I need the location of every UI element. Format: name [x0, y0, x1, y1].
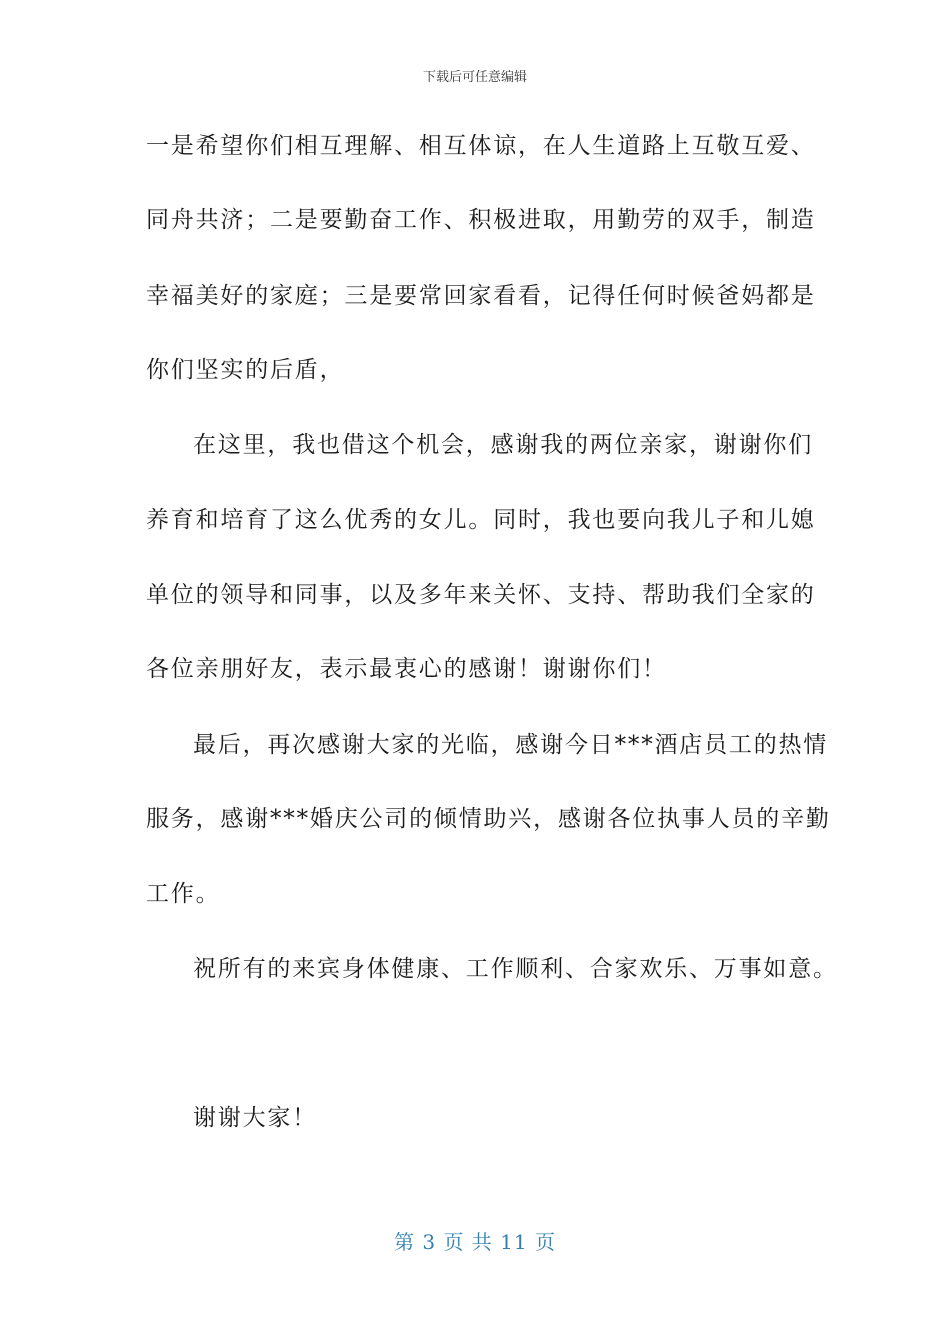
text-line: 同舟共济；二是要勤奋工作、积极进取，用勤劳的双手，制造	[146, 207, 816, 233]
page-header: 下载后可任意编辑	[422, 70, 527, 85]
text-line: 祝所有的来宾身体健康、工作顺利、合家欢乐、万事如意。	[193, 956, 838, 982]
text-line: 单位的领导和同事，以及多年来关怀、支持、帮助我们全家的	[146, 582, 816, 608]
text-line: 在这里，我也借这个机会，感谢我的两位亲家，谢谢你们	[193, 432, 813, 458]
text-line: 养育和培育了这么优秀的女儿。同时，我也要向我儿子和儿媳	[146, 507, 816, 533]
text-line: 谢谢大家！	[193, 1105, 317, 1131]
text-line: 幸福美好的家庭；三是要常回家看看，记得任何时候爸妈都是	[146, 283, 816, 309]
text-line: 工作。	[146, 881, 221, 907]
page-number-footer: 第 3 页 共 11 页	[394, 1230, 556, 1254]
text-line: 各位亲朋好友，表示最衷心的感谢！谢谢你们！	[146, 656, 667, 682]
text-line: 服务，感谢***婚庆公司的倾情助兴，感谢各位执事人员的辛勤	[146, 806, 831, 832]
text-line: 最后，再次感谢大家的光临，感谢今日***酒店员工的热情	[193, 732, 829, 758]
text-line: 你们坚实的后盾，	[146, 357, 345, 383]
text-line: 一是希望你们相互理解、相互体谅，在人生道路上互敬互爱、	[146, 133, 816, 159]
